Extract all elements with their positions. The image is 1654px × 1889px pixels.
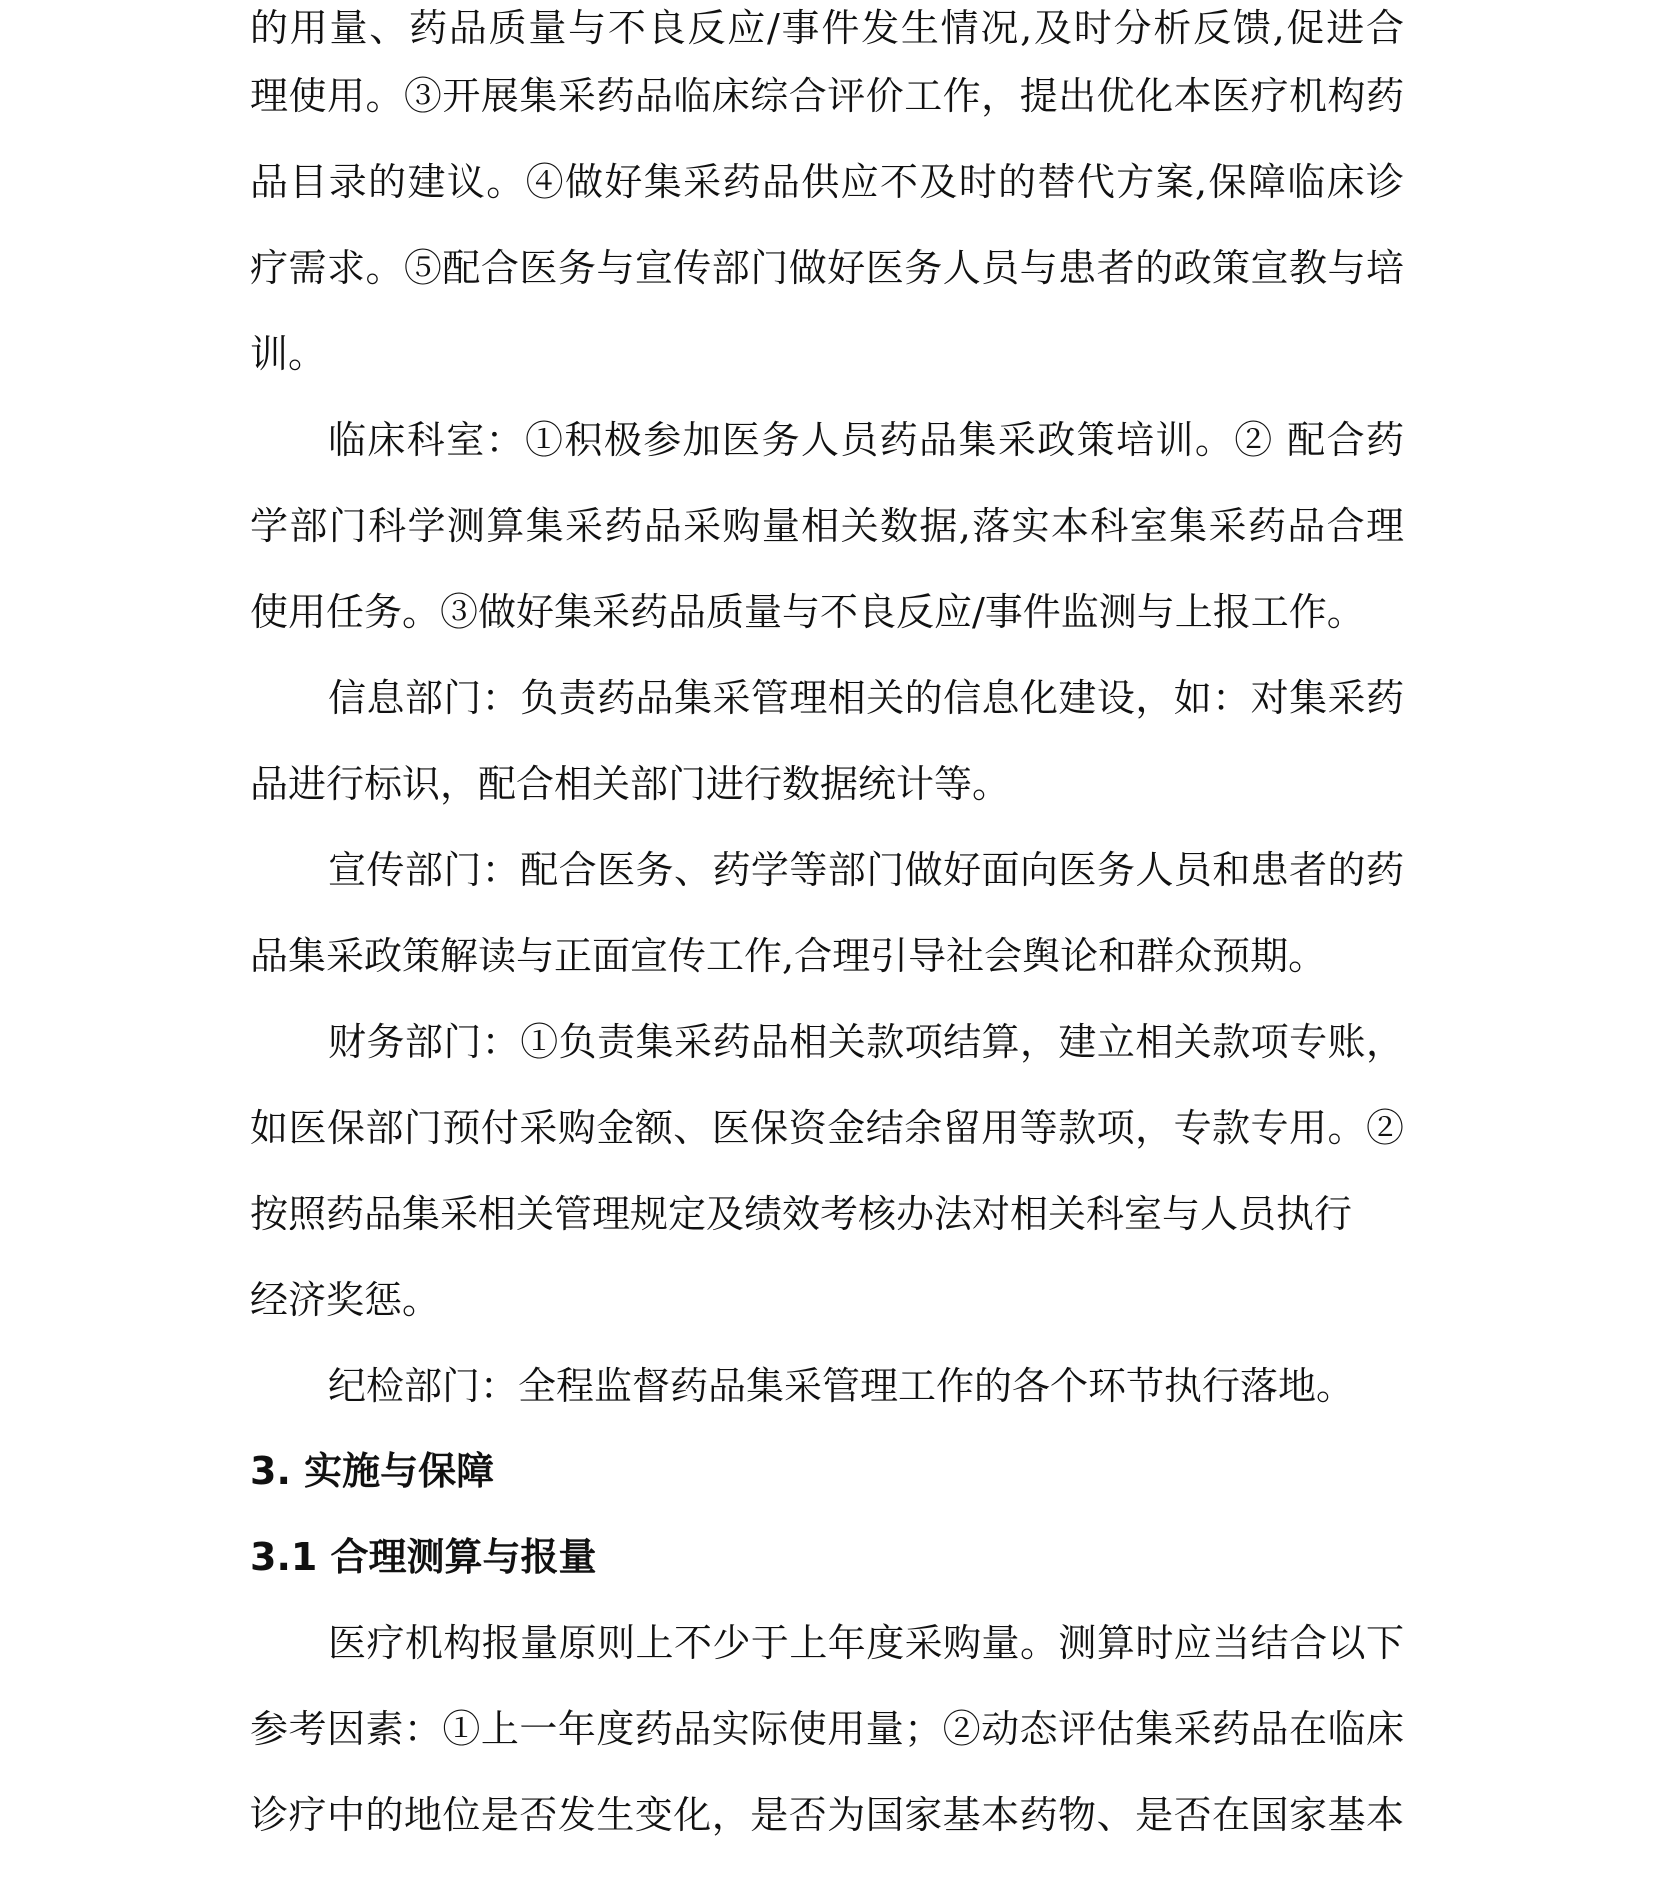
text-line: 按照药品集采相关管理规定及绩效考核办法对相关科室与人员执行	[250, 1192, 1353, 1236]
text-line: 财务部门：①负责集采药品相关款项结算，建立相关款项专账，	[328, 1020, 1404, 1064]
text-line: 纪检部门：全程监督药品集采管理工作的各个环节执行落地。	[328, 1364, 1355, 1408]
text-line: 诊疗中的地位是否发生变化，是否为国家基本药物、是否在国家基本	[250, 1793, 1404, 1837]
text-line: 医疗机构报量原则上不少于上年度采购量。测算时应当结合以下	[328, 1621, 1404, 1665]
text-line: 如医保部门预付采购金额、医保资金结余留用等款项，专款专用。②	[250, 1106, 1404, 1150]
text-line: 参考因素：①上一年度药品实际使用量；②动态评估集采药品在临床	[250, 1707, 1404, 1751]
text-line: 品进行标识，配合相关部门进行数据统计等。	[250, 762, 1011, 806]
text-line: 学部门科学测算集采药品采购量相关数据,落实本科室集采药品合理	[250, 504, 1404, 548]
text-line: 宣传部门：配合医务、药学等部门做好面向医务人员和患者的药	[328, 848, 1404, 892]
section-heading: 3. 实施与保障	[250, 1449, 495, 1493]
text-line: 品集采政策解读与正面宣传工作,合理引导社会舆论和群众预期。	[250, 934, 1327, 978]
text-line: 品目录的建议。④做好集采药品供应不及时的替代方案,保障临床诊	[250, 160, 1404, 204]
text-line: 训。	[250, 332, 327, 376]
text-line: 临床科室：①积极参加医务人员药品集采政策培训。② 配合药	[328, 418, 1404, 462]
text-line: 信息部门：负责药品集采管理相关的信息化建设，如：对集采药	[328, 676, 1404, 720]
text-line: 使用任务。③做好集采药品质量与不良反应/事件监测与上报工作。	[250, 590, 1365, 634]
text-line: 理使用。③开展集采药品临床综合评价工作，提出优化本医疗机构药	[250, 74, 1404, 118]
text-line: 的用量、药品质量与不良反应/事件发生情况,及时分析反馈,促进合	[250, 6, 1404, 50]
text-line: 经济奖惩。	[250, 1278, 441, 1322]
text-line: 疗需求。⑤配合医务与宣传部门做好医务人员与患者的政策宣教与培	[250, 246, 1404, 290]
subsection-heading: 3.1 合理测算与报量	[250, 1535, 597, 1579]
